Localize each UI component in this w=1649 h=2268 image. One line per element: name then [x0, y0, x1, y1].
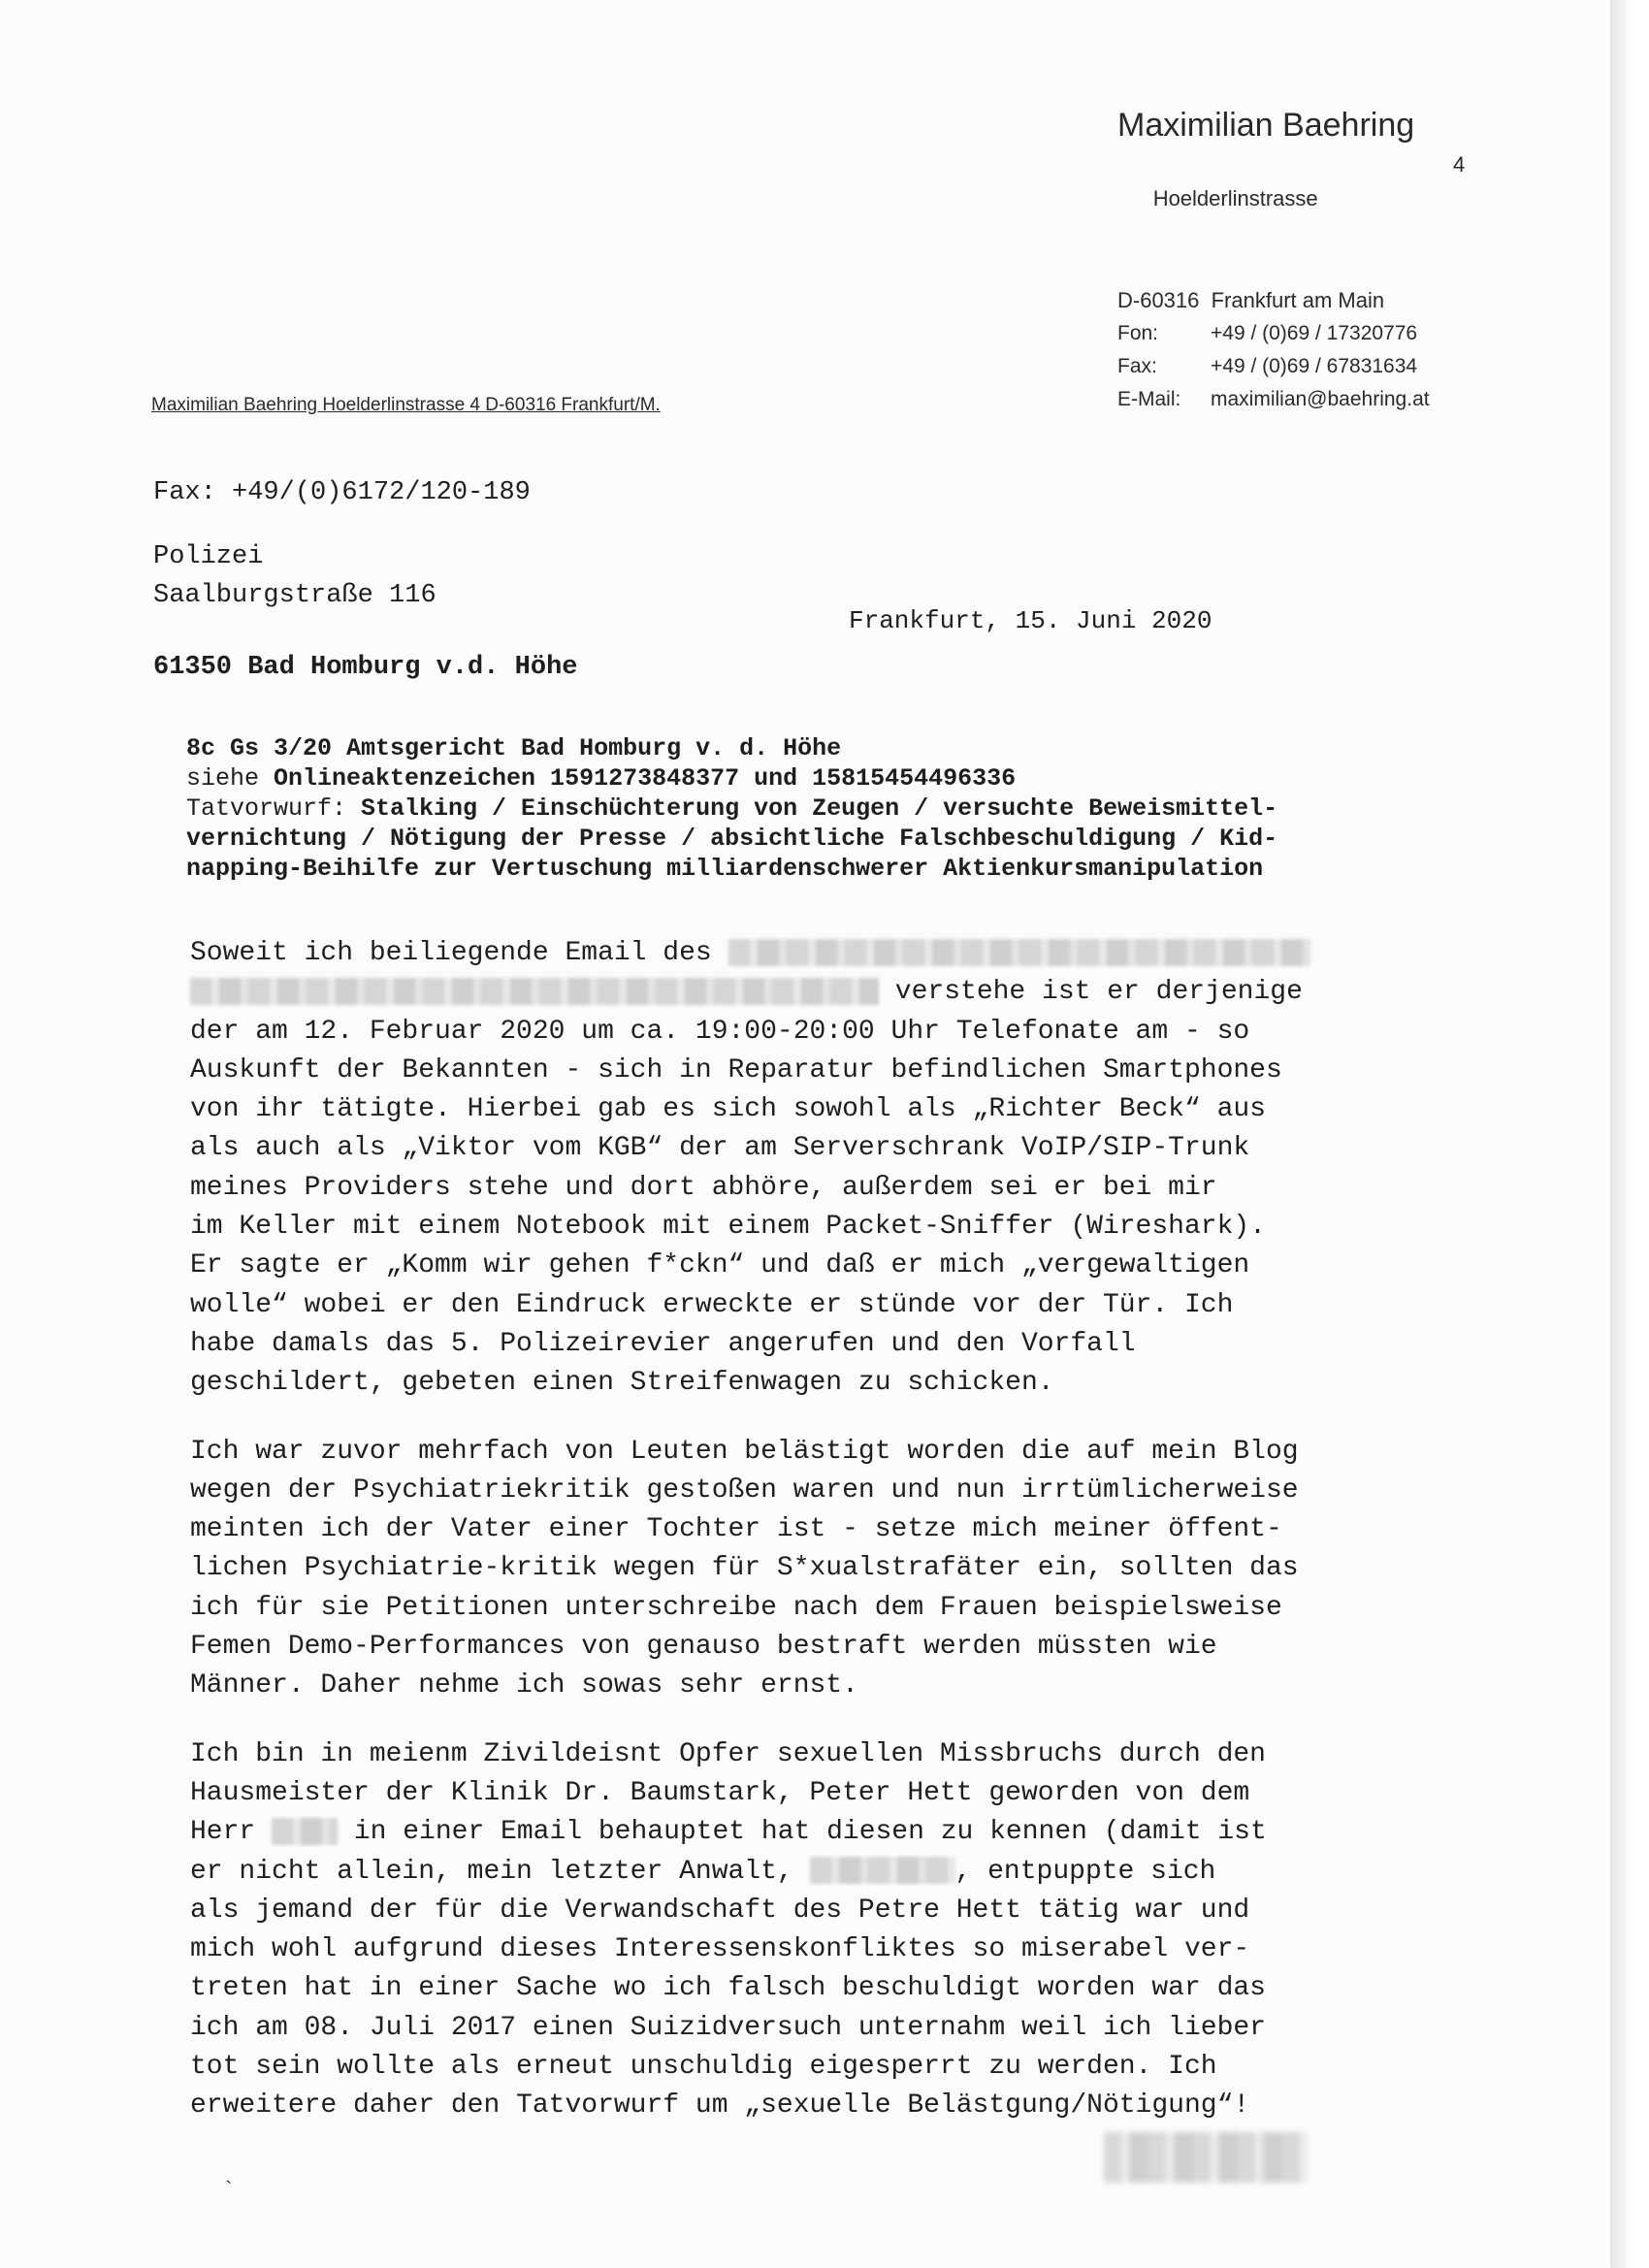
recipient-street: Saalburgstraße 116: [153, 581, 436, 610]
body-line: [190, 934, 1451, 973]
online-reference: [186, 763, 1447, 794]
return-address: Maximilian Baehring Hoelderlinstrasse 4 D-60316 Frankfurt/M.: [151, 395, 661, 415]
letter-body: [190, 934, 1451, 2155]
body-line: der am 12. Februar 2020 um ca. 19:00-20:00 Uhr Telefonate am - so: [190, 1016, 1250, 1047]
body-line: [190, 1853, 1451, 1892]
fax-label: Fax:: [1117, 355, 1157, 377]
body-text-segment: Soweit ich beiliegende Email des: [190, 938, 728, 968]
scan-edge: [1610, 0, 1649, 2268]
sender-city: D-60316 Frankfurt am Main: [1117, 288, 1385, 312]
phone-value: +49 / (0)69 / 17320776: [1211, 322, 1418, 344]
redacted-name: [728, 939, 1310, 966]
sender-fax: [1117, 350, 1467, 383]
body-line: Er sagte er „Komm wir gehen f*ckn“ und daß er mich „vergewaltigen: [190, 1250, 1250, 1281]
paragraph-1: [190, 934, 1451, 1404]
sender-house-number: 4: [1453, 152, 1466, 177]
charge-line-1: [186, 794, 1447, 824]
body-line: geschildert, gebeten einen Streifenwagen zu schicken.: [190, 1368, 1054, 1399]
sender-street-name: Hoelderlinstrasse: [1152, 186, 1318, 211]
date-line: Frankfurt, 15. Juni 2020: [849, 606, 1212, 635]
body-line: [190, 973, 1451, 1012]
recipient-name: Polizei: [153, 542, 264, 571]
redacted-signature: [1104, 2132, 1308, 2183]
online-reference-prefix: siehe: [186, 764, 275, 793]
body-line: [190, 1813, 1451, 1852]
paragraph-2: [190, 1433, 1451, 1706]
body-line: als jemand der für die Verwandschaft des Petre Hett tätig war und: [190, 1895, 1250, 1926]
body-line: tot sein wollte als erneut unschuldig eigesperrt zu werden. Ich: [190, 2052, 1217, 2083]
body-line: mich wohl aufgrund dieses Interessenskonfliktes so miserabel ver-: [190, 1934, 1250, 1965]
body-line: erweitere daher den Tatvorwurf um „sexuelle Belästgung/Nötigung“!: [190, 2090, 1250, 2122]
sender-name: Maximilian Baehring: [1117, 107, 1415, 144]
body-line: Ich war zuvor mehrfach von Leuten belästigt worden die auf mein Blog: [190, 1436, 1299, 1467]
body-line: meinten ich der Vater einer Tochter ist - setze mich meiner öffent-: [190, 1514, 1282, 1545]
body-line: als auch als „Viktor vom KGB“ der am Serverschrank VoIP/SIP-Trunk: [190, 1133, 1250, 1164]
case-number: 8c Gs 3/20 Amtsgericht Bad Homburg v. d. Höhe: [186, 734, 842, 762]
redacted-name: [190, 978, 879, 1005]
charge-text-1: Stalking / Einschüchterung von Zeugen / versuchte Beweismittel-: [361, 794, 1278, 823]
charge-prefix: Tatvorwurf:: [186, 794, 362, 823]
body-line: treten hat in einer Sache wo ich falsch beschuldigt worden war das: [190, 1973, 1266, 2004]
body-line: wolle“ wobei er den Eindruck erweckte er stünde vor der Tür. Ich: [190, 1289, 1234, 1320]
paragraph-3: [190, 1735, 1451, 2126]
body-line: im Keller mit einem Notebook mit einem Packet-Sniffer (Wireshark).: [190, 1212, 1266, 1243]
charge-line-3: napping-Beihilfe zur Vertuschung milliardenschwerer Aktienkursmanipulation: [186, 855, 1264, 883]
body-line: von ihr tätigte. Hierbei gab es sich sowohl als „Richter Beck“ aus: [190, 1094, 1266, 1125]
body-line: lichen Psychiatrie-kritik wegen für S*xualstrafäter ein, sollten das: [190, 1553, 1299, 1584]
recipient-fax: Fax: +49/(0)6172/120-189: [153, 478, 531, 507]
body-line: ich für sie Petitionen unterschreibe nach dem Frauen beispielsweise: [190, 1592, 1282, 1623]
body-text-segment: verstehe ist er derjenige: [879, 977, 1303, 1008]
body-text-segment: Herr: [190, 1817, 273, 1848]
recipient-address: [153, 537, 436, 615]
recipient-city: 61350 Bad Homburg v.d. Höhe: [153, 653, 578, 682]
body-line: ich am 08. Juli 2017 einen Suizidversuch unternahm weil ich lieber: [190, 2012, 1266, 2043]
online-reference-numbers: Onlineaktenzeichen 1591273848377 und 15815454496336: [274, 764, 1017, 793]
letterhead: [1117, 103, 1467, 416]
email-label: E-Mail:: [1117, 388, 1181, 410]
redacted-name: [272, 1818, 338, 1845]
body-line: Hausmeister der Klinik Dr. Baumstark, Peter Hett geworden von dem: [190, 1777, 1250, 1808]
fax-value: +49 / (0)69 / 67831634: [1211, 355, 1418, 377]
stray-mark: ˎ: [225, 2159, 233, 2184]
redacted-name: [810, 1857, 955, 1884]
body-text-segment: er nicht allein, mein letzter Anwalt,: [190, 1856, 810, 1887]
body-line: wegen der Psychiatriekritik gestoßen waren und nun irrtümlicherweise: [190, 1474, 1299, 1506]
body-line: Femen Demo-Performances von genauso bestraft werden müssten wie: [190, 1632, 1217, 1663]
body-line: Auskunft der Bekannten - sich in Reparatur befindlichen Smartphones: [190, 1054, 1282, 1085]
email-value: maximilian@baehring.at: [1211, 388, 1430, 410]
body-line: meines Providers stehe und dort abhöre, außerdem sei er bei mir: [190, 1172, 1217, 1203]
body-line: Ich bin in meienm Zivildeisnt Opfer sexuellen Missbruchs durch den: [190, 1738, 1266, 1769]
body-text-segment: in einer Email behauptet hat diesen zu kennen (damit ist: [338, 1817, 1267, 1848]
body-text-segment: , entpuppte sich: [954, 1856, 1216, 1887]
body-line: habe damals das 5. Polizeirevier angerufen und den Vorfall: [190, 1328, 1136, 1359]
charge-line-2: vernichtung / Nötigung der Presse / absichtliche Falschbeschuldigung / Kid-: [186, 825, 1278, 853]
reference-block: [186, 733, 1447, 884]
body-line: Männer. Daher nehme ich sowas sehr ernst.: [190, 1670, 858, 1701]
phone-label: Fon:: [1117, 322, 1159, 344]
sender-street: [1117, 147, 1467, 283]
sender-phone: [1117, 317, 1467, 350]
sender-email: [1117, 383, 1467, 416]
